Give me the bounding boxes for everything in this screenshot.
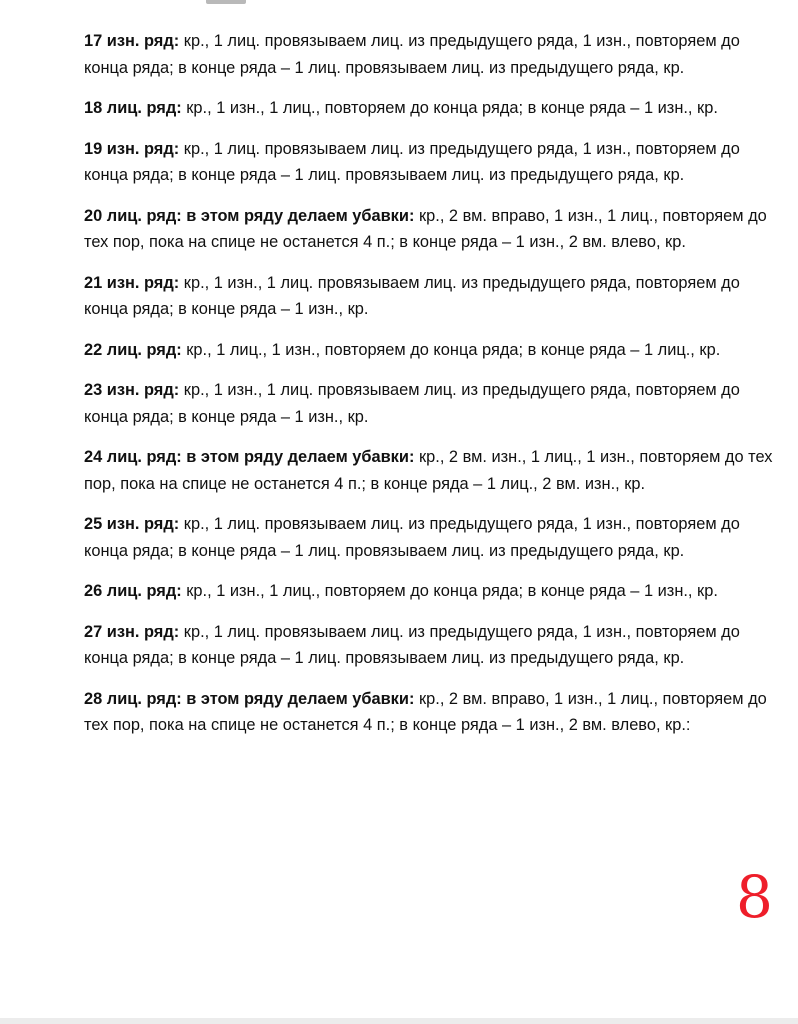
page-number: 8 (736, 863, 773, 931)
row-text: кр., 1 лиц. провязываем лиц. из предыдущего ряда, 1 изн., повторяем до конца ряда; в конце ряда – 1 лиц. провязываем лиц. из предыдущего ряда, кр. (84, 622, 740, 667)
row-instruction-19 (84, 136, 774, 189)
row-heading: 23 изн. ряд: (84, 381, 180, 399)
row-text: кр., 2 вм. изн., 1 лиц., 1 изн., повторяем до тех пор, пока на спице не останется 4 п.; в конце ряда – 1 лиц., 2 вм. изн., кр. (84, 448, 773, 493)
row-text: кр., 1 изн., 1 лиц. провязываем лиц. из предыдущего ряда, повторяем до конца ряда; в конце ряда – 1 изн., кр. (84, 273, 740, 318)
row-instruction-28 (84, 686, 774, 739)
row-heading: 21 изн. ряд: (84, 273, 180, 292)
row-heading: 20 лиц. ряд: в этом ряду делаем убавки: (84, 206, 415, 225)
row-text: кр., 1 лиц. провязываем лиц. из предыдущего ряда, 1 изн., повторяем до конца ряда; в конце ряда – 1 лиц. провязываем лиц. из предыдущего ряда, кр. (84, 32, 740, 77)
bottom-bar (0, 1018, 798, 1024)
row-text: кр., 1 лиц. провязываем лиц. из предыдущего ряда, 1 изн., повторяем до конца ряда; в конце ряда – 1 лиц. провязываем лиц. из предыдущего ряда, кр. (84, 515, 740, 560)
row-text: кр., 1 лиц. провязываем лиц. из предыдущего ряда, 1 изн., повторяем до конца ряда; в конце ряда – 1 лиц. провязываем лиц. из предыдущего ряда, кр. (84, 139, 740, 184)
row-text: кр., 1 изн., 1 лиц., повторяем до конца ряда; в конце ряда – 1 изн., кр. (181, 99, 718, 117)
document-body (84, 28, 774, 753)
row-instruction-24 (84, 444, 774, 497)
drag-handle[interactable] (206, 0, 246, 4)
row-instruction-25 (84, 511, 774, 564)
row-text: кр., 1 изн., 1 лиц. провязываем лиц. из предыдущего ряда, повторяем до конца ряда; в конце ряда – 1 изн., кр. (84, 381, 740, 426)
row-heading: 18 лиц. ряд: (84, 99, 182, 117)
row-instruction-18 (84, 95, 774, 122)
row-instruction-26 (84, 578, 774, 605)
row-text: кр., 2 вм. вправо, 1 изн., 1 лиц., повторяем до тех пор, пока на спице не останется 4 п.; в конце ряда – 1 изн., 2 вм. влево, кр.: (84, 689, 767, 734)
row-heading: 27 изн. ряд: (84, 622, 180, 641)
row-heading: 24 лиц. ряд: в этом ряду делаем убавки: (84, 448, 415, 466)
row-heading: 26 лиц. ряд: (84, 582, 182, 600)
row-instruction-17 (84, 28, 774, 81)
row-heading: 25 изн. ряд: (84, 515, 180, 533)
row-instruction-27 (84, 619, 774, 672)
row-instruction-22 (84, 337, 774, 364)
row-instruction-20 (84, 203, 774, 256)
row-text: кр., 2 вм. вправо, 1 изн., 1 лиц., повторяем до тех пор, пока на спице не останется 4 п.; в конце ряда – 1 изн., 2 вм. влево, кр. (84, 206, 767, 251)
row-heading: 17 изн. ряд: (84, 32, 180, 50)
row-heading: 19 изн. ряд: (84, 139, 180, 158)
row-heading: 22 лиц. ряд: (84, 340, 182, 359)
row-text: кр., 1 изн., 1 лиц., повторяем до конца ряда; в конце ряда – 1 изн., кр. (181, 582, 718, 600)
row-instruction-21 (84, 270, 774, 323)
row-heading: 28 лиц. ряд: в этом ряду делаем убавки: (84, 689, 415, 708)
row-instruction-23 (84, 377, 774, 430)
row-text: кр., 1 лиц., 1 изн., повторяем до конца ряда; в конце ряда – 1 лиц., кр. (181, 340, 721, 359)
